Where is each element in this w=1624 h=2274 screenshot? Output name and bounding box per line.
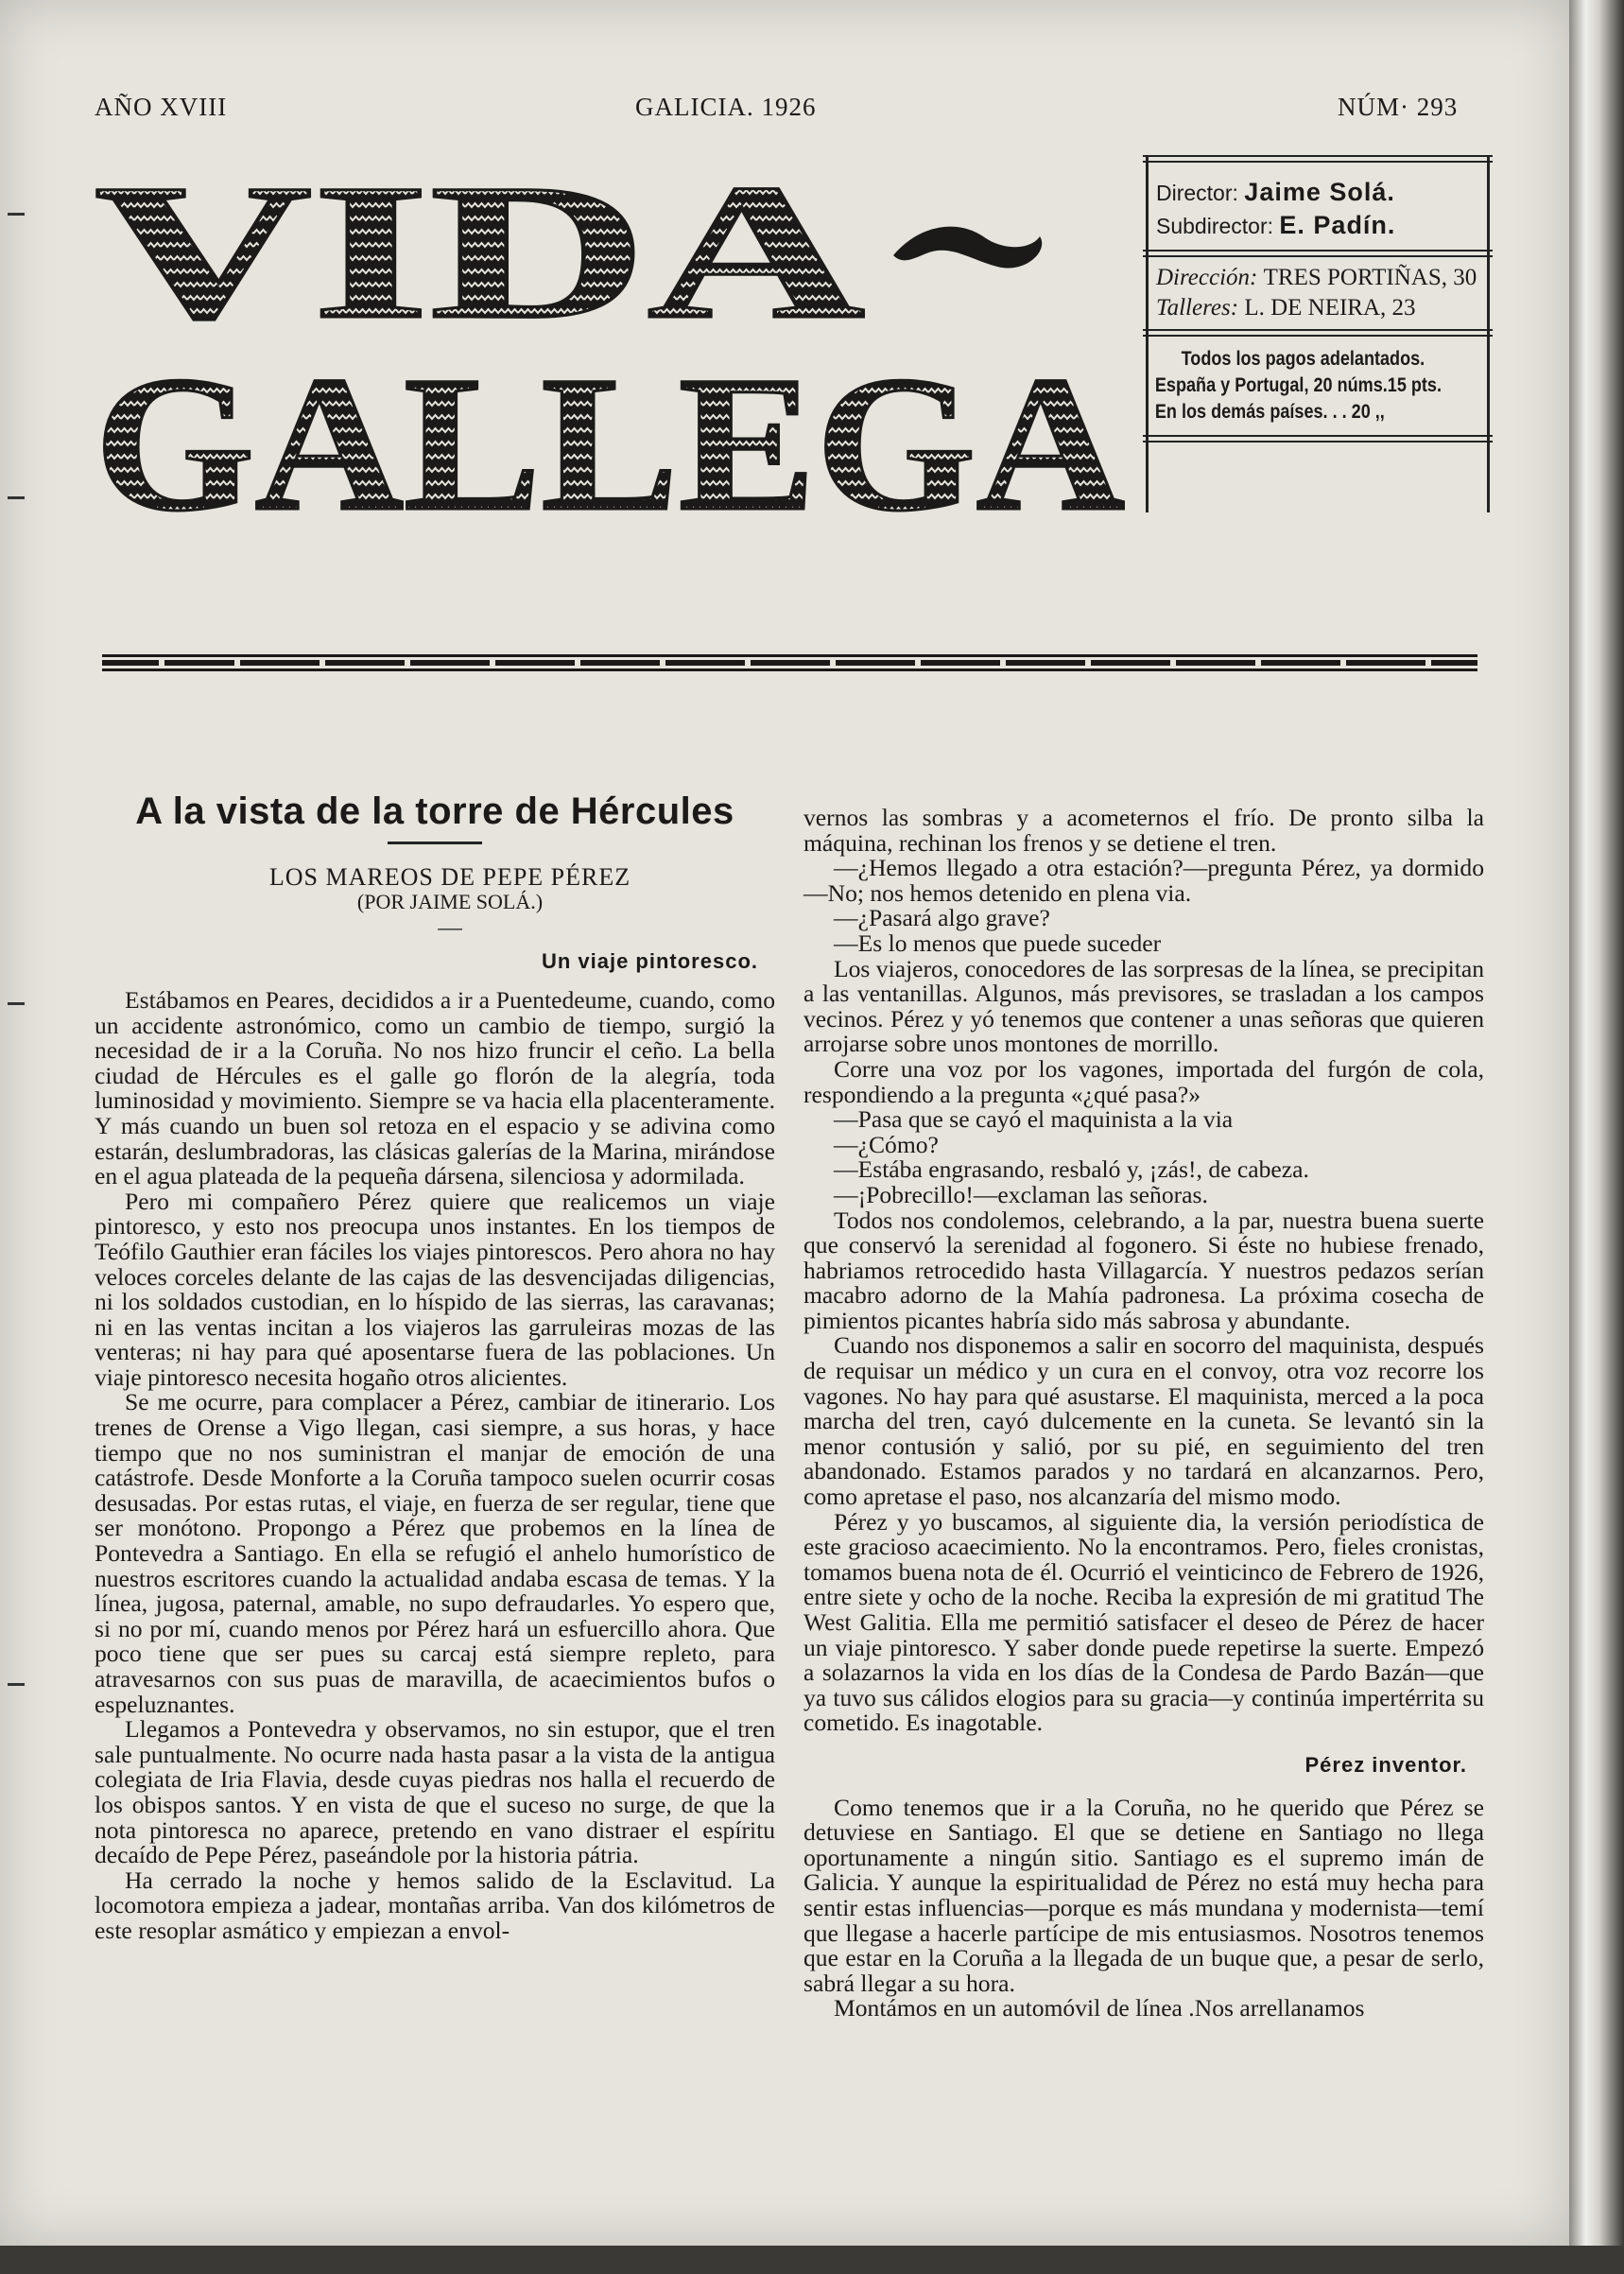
paragraph: Montámos en un automóvil de línea .Nos arrellanamos xyxy=(834,1994,1365,2022)
column-left xyxy=(95,790,775,1944)
margin-mark xyxy=(8,213,25,216)
workshop-line: Talleres: L. DE NEIRA, 23 xyxy=(1156,295,1416,321)
paragraph: Pero mi compañero Pérez quiere que realicemos un viaje pintoresco, y esto nos preocupa unos instantes. En los tiempos de Teófilo Gauthier eran fáciles los viajes pintorescos. Pero ahora no hay veloces corceles delante de las cajas de las desvencijadas diligencias, ni los soldados custodian, en lo híspido de las sierras, las caravanas; ni en las ventas incitan a los viajeros las garruleiras mozas de las venteras; ni hay para qué aposentarse fuera de las poblaciones. Un viaje pintoresco necesita hogaño otros alicientes. xyxy=(95,1187,775,1391)
masthead-line2: GALLEGA xyxy=(95,337,1125,520)
paragraph: —Estába engrasando, resbaló y, ¡zás!, de cabeza. xyxy=(834,1155,1309,1184)
title-rule xyxy=(388,842,482,844)
paragraph: —Pasa que se cayó el maquinista a la via xyxy=(834,1105,1234,1134)
paragraph: —¡Pobrecillo!—exclaman las señoras. xyxy=(834,1180,1208,1208)
margin-mark xyxy=(8,496,25,499)
margin-mark xyxy=(8,1002,25,1005)
section-heading-1: Un viaje pintoresco. xyxy=(541,949,758,974)
paragraph: Como tenemos que ir a la Coruña, no he querido que Pérez se detuviese en Santiago. El que se detiene en Santiago no llega oportunamente a ningún sitio. Santiago es el supremo imán de Galicia. Y aunque la espiritualidad de Pérez no está muy hecha para sentir estas influencias—porque es más mundana y modernista—temí que llegase a hacerle partícipe de mis entusiasmos. Nosotros tenemos que estar en la Coruña a la llegada de un buque que, a pesar de serlo, sabrá llegar a su hora. xyxy=(803,1793,1484,1997)
issue-year: AÑO XVIII xyxy=(95,93,228,121)
byline-dash: — xyxy=(438,912,462,941)
masthead-info-box xyxy=(1146,155,1490,512)
ornamental-separator xyxy=(102,652,1477,673)
article-subtitle: LOS MAREOS DE PEPE PÉREZ xyxy=(268,862,631,891)
paragraph: Se me ocurre, para complacer a Pérez, cambiar de itinerario. Los trenes de Orense a Vigo llegan, casi siempre, a sus horas, y hace tiempo que no nos suministran el manjar de emoción de una catástrofe. Desde Monforte a la Coruña tampoco suelen ocurrir cosas desusadas. Por estas rutas, el viaje, en fuerza de ser regular, tiene que ser monótono. Propongo a Pérez que probemos en la línea de Pontevedra a Santiago. En ella se refugió el anhelo humorístico de nuestros escritores cuando la actualidad andaba escasa de temas. Y la línea, jugosa, paternal, amable, no supo defraudarles. Yo espero que, si no por mí, cuando menos por Pérez hará un esfuercillo ahora. Que poco tiene que ser pues su carcaj está siempre repleto, para atravesarnos con sus puas de maravilla, de acaecimientos bufos o espeluznantes. xyxy=(95,1388,775,1718)
paragraph: Corre una voz por los vagones, importada del furgón de cola, respondiendo a la pregunta «¿qué pasa?» xyxy=(803,1054,1484,1108)
issue-number: NÚM· 293 xyxy=(1338,93,1459,121)
adjacent-pages-edge xyxy=(1569,0,1624,2274)
column-right xyxy=(803,806,1484,2022)
article-byline: (POR JAIME SOLÁ.) xyxy=(356,890,544,914)
scan-bottom-edge xyxy=(0,2246,1624,2274)
paragraph: Cuando nos disponemos a salir en socorro del maquinista, después de requisar un médico y un cura en el convoy, otra voz recorre los vagones. No hay para qué asustarse. El maquinista, merced a la poca marcha del tren, cayó dulcemente en la cuneta. Se levantó sin la menor contusión y salió, por su pié, en seguimiento del tren abandonado. Estamos parados y no tardará en alcanzarnos. Pero, como apretase el paso, nos alcanzaría del mismo modo. xyxy=(803,1331,1484,1511)
paragraph: —¿Cómo? xyxy=(834,1130,939,1158)
subdirector-name: E. Padín. xyxy=(1279,211,1396,239)
paragraph: Todos nos condolemos, celebrando, a la par, nuestra buena suerte que conservó la serenidad al fogonero. Si éste no hubiese frenado, habriamos retrocedido hasta Villagarcía. Y nuestros pedazos serían macabro adorno de la Mahía padronesa. La próxima cosecha de pimientos picantes habría sido más sabrosa y abundante. xyxy=(803,1206,1484,1334)
paragraph: Llegamos a Pontevedra y observamos, no sin estupor, que el tren sale puntualmente. No ocurre nada hasta pasar a la vista de la antigua colegiata de Iria Flavia, desde cuyas piedras nos halla el recuerdo de los obispos santos. Y en vista de que el suceso no surge, de que la nota pintoresca no aparece, pretendo en vano distraer el espíritu decaído de Pepe Pérez, paseándole por la historia pátria. xyxy=(95,1715,775,1869)
paragraph: —¿Pasará algo grave? xyxy=(834,904,1050,932)
paragraph: Los viajeros, conocedores de las sorpresas de la línea, se precipitan a las ventanillas. Algunos, más previsores, se trasladan a los campos vecinos. Pérez y yó tenemos que contener a unas señoras que quieren arrojarse sobre unos montones de morrillo. xyxy=(803,954,1484,1058)
paragraph: Ha cerrado la noche y hemos salido de la Esclavitud. La locomotora empieza a jadear, montañas arriba. Van dos kilómetros de este resoplar asmático y empiezan a envol- xyxy=(95,1866,775,1944)
paragraph: Estábamos en Peares, decididos a ir a Puentedeume, cuando, como un accidente astronómico, como un cambio de tiempo, surgió la necesidad de ir a la Coruña. No nos hizo fruncir el ceño. La bella ciudad de Hércules es el galle go florón de la alegría, toda luminosidad y movimiento. Siempre se va hacia ella placenteramente. Y más cuando un buen sol retoza en el espacio y se adivina como estarán, deslumbradoras, las clásicas galerías de la Marina, mirándose en el agua plateada de la pequeña dársena, silenciosa y adormilada. xyxy=(95,985,775,1190)
payments-note: Todos los pagos adelantados. xyxy=(1181,348,1425,370)
paragraph: vernos las sombras y a acometernos el frío. De pronto silba la máquina, rechinan los frenos y se detiene el tren. xyxy=(803,804,1484,857)
address-line: Dirección: TRES PORTIÑAS, 30 xyxy=(1156,265,1477,290)
masthead-line1: VIDA xyxy=(95,161,865,359)
price-spain: España y Portugal, 20 núms.15 pts. xyxy=(1154,374,1442,396)
subdirector-line: Subdirector: E. Padín. xyxy=(1156,211,1396,239)
paragraph: Pérez y yo buscamos, al siguiente dia, la versión periodística de este gracioso acaecimiento. No la encontramos. Pero, fieles cronistas, tomamos buena nota de él. Ocurrió el veinticinco de Febrero de 1926, entre siete y ocho de la noche. Reciba la expresión de mi gratitud The West Galitia. Ella me permitió satisfacer el deseo de Pérez de hacer un viaje pintoresco. Y saber donde puede repetirse la suerte. Empezó a solazarnos la vida en los días de la Condesa de Pardo Bazán—que ya tuvo sus cálidos elogios para su gracia—y continúa impertérrita su cometido. Es inagotable. xyxy=(803,1507,1484,1737)
paragraph: —¿Hemos llegado a otra estación?—pregunta Pérez, ya dormido—No; nos hemos detenido en plena via. xyxy=(803,854,1484,907)
article-title: A la vista de la torre de Hércules xyxy=(135,790,734,832)
director-line: Director: Jaime Solá. xyxy=(1156,178,1395,206)
masthead-logo xyxy=(95,161,1134,520)
issue-place-date: GALICIA. 1926 xyxy=(635,93,817,121)
director-name: Jaime Solá. xyxy=(1244,178,1395,206)
paragraph: —Es lo menos que puede suceder xyxy=(834,929,1162,957)
margin-mark xyxy=(8,1683,25,1686)
price-other: En los demás países. . . 20 ,, xyxy=(1154,401,1385,423)
section-heading-2: Pérez inventor. xyxy=(1304,1752,1467,1777)
